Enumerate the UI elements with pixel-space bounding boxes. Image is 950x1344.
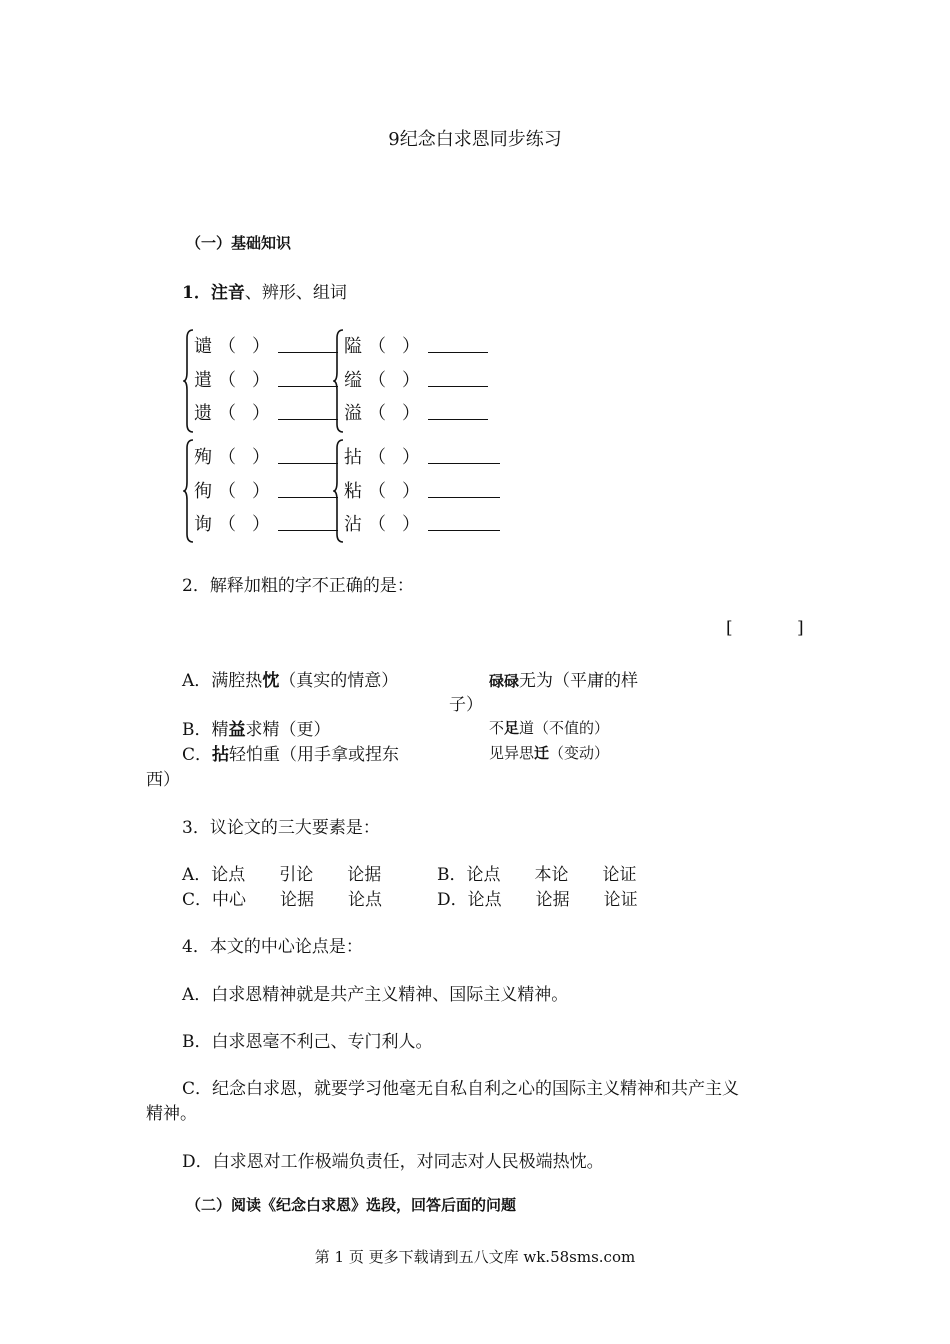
question-3: 3．议论文的三大要素是： (182, 818, 380, 838)
q2-option-b2: 不足道（不值的） (489, 719, 610, 737)
answer-blank[interactable] (278, 497, 338, 498)
answer-blank[interactable] (278, 352, 338, 353)
answer-bracket-left: [ (726, 618, 733, 638)
q2-option-a: A．满腔热忱（真实的情意） (182, 671, 399, 691)
q3-option-a: A．论点 引论 论据 (182, 865, 382, 885)
q2-option-a2-wrap: 子） (449, 695, 483, 715)
document-title: 9纪念白求恩同步练习 (388, 129, 562, 150)
answer-blank[interactable] (278, 530, 338, 531)
q1-number: 1． (182, 283, 211, 303)
answer-blank[interactable] (428, 419, 488, 420)
answer-blank[interactable] (278, 419, 338, 420)
question-1 (182, 278, 347, 303)
q2-option-a2: 碌碌无为（平庸的样 (489, 671, 639, 691)
q4-option-c: C．纪念白求恩，就要学习他毫无自私自利之心的国际主义精神和共产主义 (182, 1079, 740, 1099)
answer-blank[interactable] (278, 463, 338, 464)
q2-option-c2: 见异思迁（变动） (489, 744, 610, 762)
q4-option-b: B．白求恩毫不利己、专门利人。 (182, 1032, 433, 1052)
answer-blank[interactable] (428, 386, 488, 387)
answer-blank[interactable] (428, 497, 500, 498)
q2-option-c-wrap: 西） (146, 770, 180, 790)
page-footer: 第 1 页 更多下载请到五八文库 wk.58sms.com (314, 1248, 636, 1266)
q1-rest-text: 、辨形、组词 (244, 283, 347, 303)
q1-bold-text: 注音 (210, 283, 245, 303)
section-reading: （二）阅读《纪念白求恩》选段，回答后面的问题 (186, 1196, 517, 1214)
question-4: 4．本文的中心论点是： (182, 937, 363, 957)
q2-option-b: B．精益求精（更） (182, 720, 331, 740)
section-basic-knowledge: （一）基础知识 (186, 234, 292, 252)
q4-option-d: D．白求恩对工作极端负责任，对同志对人民极端热忱。 (182, 1152, 604, 1172)
q4-option-c-wrap: 精神。 (146, 1104, 197, 1124)
q3-option-c: C．中心 论据 论点 (182, 890, 383, 910)
answer-blank[interactable] (428, 463, 500, 464)
q4-option-a: A．白求恩精神就是共产主义精神、国际主义精神。 (182, 985, 569, 1005)
q2-option-c: C．拈轻怕重（用手拿或捏东 (182, 745, 400, 765)
q3-option-b: B．论点 本论 论证 (437, 865, 637, 885)
q3-option-d: D．论点 论据 论证 (437, 890, 638, 910)
answer-blank[interactable] (278, 386, 338, 387)
answer-bracket-right: ] (797, 618, 804, 638)
question-2: 2．解释加粗的字不正确的是： (182, 576, 414, 596)
answer-blank[interactable] (428, 352, 488, 353)
answer-blank[interactable] (428, 530, 500, 531)
